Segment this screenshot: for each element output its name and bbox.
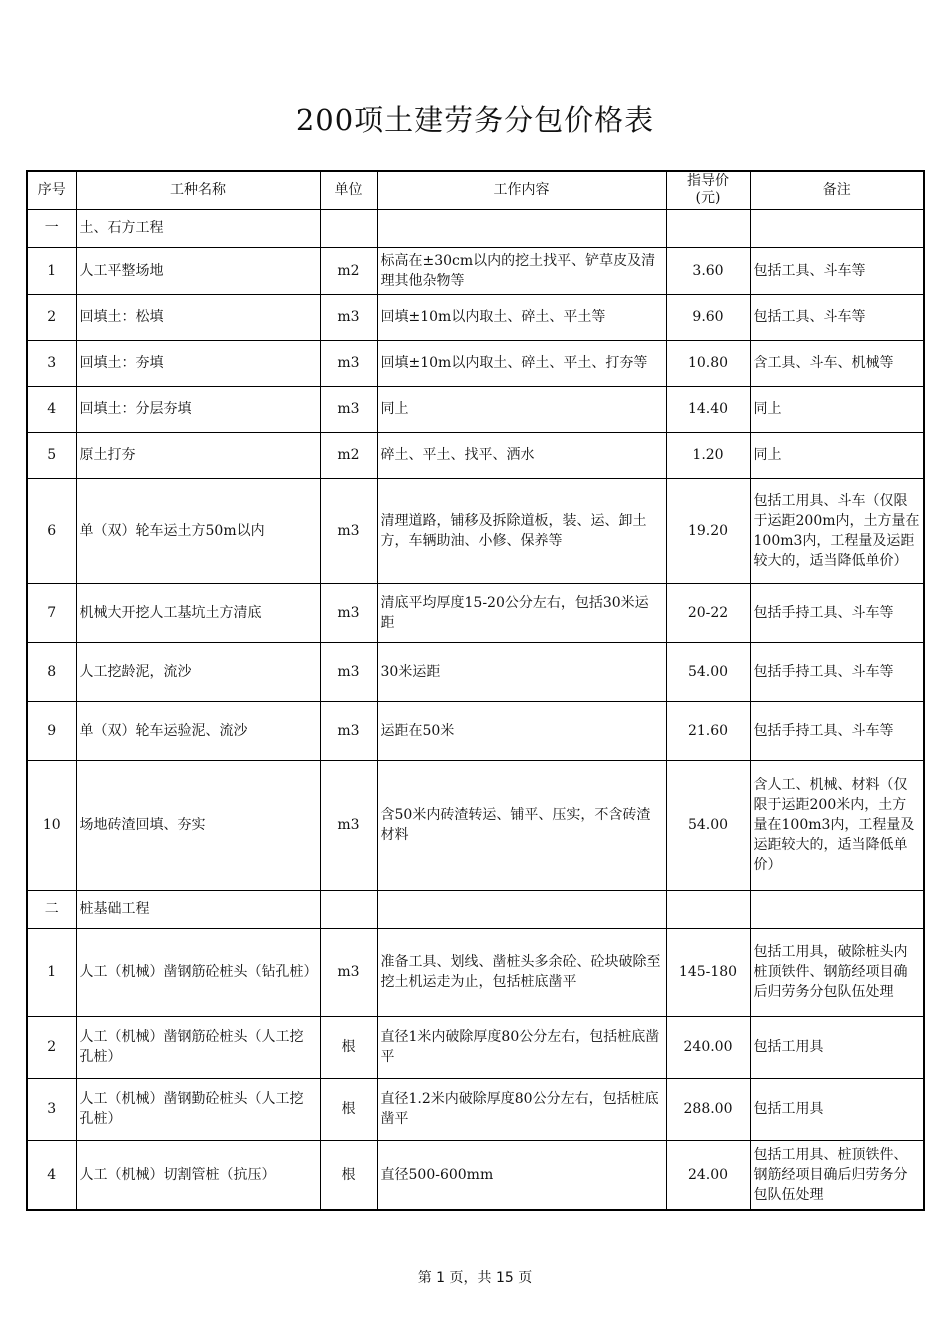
row-unit: m3 xyxy=(320,386,377,432)
row-content: 准备工具、划线、凿桩头多余砼、砼块破除至挖土机运走为止，包括桩底凿平 xyxy=(377,928,666,1016)
table-row xyxy=(27,386,924,432)
row-price: 21.60 xyxy=(666,701,750,760)
row-no: 7 xyxy=(27,583,76,642)
row-content: 含50米内砖渣转运、铺平、压实，不含砖渣材料 xyxy=(377,760,666,890)
row-price: 20-22 xyxy=(666,583,750,642)
row-unit: m2 xyxy=(320,247,377,294)
row-name: 人工（机械）凿钢筋砼桩头（钻孔桩） xyxy=(76,928,320,1016)
page-footer: 第 1 页，共 15 页 xyxy=(417,1270,533,1286)
row-note: 包括手持工具、斗车等 xyxy=(750,642,924,701)
section-row xyxy=(27,209,924,247)
row-name: 原土打夯 xyxy=(76,432,320,478)
row-unit: 根 xyxy=(320,1140,377,1210)
table-row xyxy=(27,760,924,890)
header-row xyxy=(27,171,924,209)
table-row xyxy=(27,247,924,294)
section-name: 桩基础工程 xyxy=(76,890,320,928)
row-no: 2 xyxy=(27,1016,76,1078)
header-no: 序号 xyxy=(27,171,76,209)
section-no: 一 xyxy=(27,209,76,247)
row-no: 4 xyxy=(27,386,76,432)
row-content: 直径500-600mm xyxy=(377,1140,666,1210)
row-note: 含工具、斗车、机械等 xyxy=(750,340,924,386)
row-no: 8 xyxy=(27,642,76,701)
row-no: 10 xyxy=(27,760,76,890)
row-content: 清底平均厚度15-20公分左右，包括30米运距 xyxy=(377,583,666,642)
row-price: 54.00 xyxy=(666,642,750,701)
row-name: 单（双）轮车运验泥、流沙 xyxy=(76,701,320,760)
row-note: 含人工、机械、材料（仅限于运距200米内，土方量在100m3内，工程量及运距较大的，适当降低单价） xyxy=(750,760,924,890)
row-unit: m3 xyxy=(320,294,377,340)
header-price: 指导价 (元) xyxy=(666,171,750,209)
table-row xyxy=(27,1078,924,1140)
header-note: 备注 xyxy=(750,171,924,209)
row-unit: m3 xyxy=(320,340,377,386)
row-price: 145-180 xyxy=(666,928,750,1016)
section-empty-cell xyxy=(750,209,924,247)
row-unit: m3 xyxy=(320,760,377,890)
section-empty-cell xyxy=(320,890,377,928)
page-title: 200项土建劳务分包价格表 xyxy=(295,103,655,137)
row-unit: m3 xyxy=(320,701,377,760)
row-note: 同上 xyxy=(750,432,924,478)
row-price: 288.00 xyxy=(666,1078,750,1140)
row-price: 10.80 xyxy=(666,340,750,386)
row-name: 场地砖渣回填、夯实 xyxy=(76,760,320,890)
row-note: 包括工用具 xyxy=(750,1078,924,1140)
row-no: 3 xyxy=(27,340,76,386)
row-unit: m3 xyxy=(320,642,377,701)
row-content: 标高在±30cm以内的挖土找平、铲草皮及清理其他杂物等 xyxy=(377,247,666,294)
row-no: 5 xyxy=(27,432,76,478)
row-unit: m2 xyxy=(320,432,377,478)
section-empty-cell xyxy=(666,209,750,247)
table-row xyxy=(27,340,924,386)
row-no: 2 xyxy=(27,294,76,340)
section-empty-cell xyxy=(320,209,377,247)
row-no: 9 xyxy=(27,701,76,760)
table-row xyxy=(27,701,924,760)
section-empty-cell xyxy=(377,209,666,247)
row-unit: 根 xyxy=(320,1078,377,1140)
row-unit: 根 xyxy=(320,1016,377,1078)
row-name: 机械大开挖人工基坑土方清底 xyxy=(76,583,320,642)
row-name: 回填土：分层夯填 xyxy=(76,386,320,432)
row-price: 54.00 xyxy=(666,760,750,890)
row-name: 人工（机械）凿钢勤砼桩头（人工挖孔桩） xyxy=(76,1078,320,1140)
row-note: 包括手持工具、斗车等 xyxy=(750,583,924,642)
row-name: 单（双）轮车运土方50m以内 xyxy=(76,478,320,583)
row-content: 回填±10m以内取土、碎土、平土、打夯等 xyxy=(377,340,666,386)
row-price: 1.20 xyxy=(666,432,750,478)
table-row xyxy=(27,642,924,701)
row-price: 240.00 xyxy=(666,1016,750,1078)
table-row xyxy=(27,928,924,1016)
row-content: 30米运距 xyxy=(377,642,666,701)
price-table xyxy=(26,170,925,1211)
header-name: 工种名称 xyxy=(76,171,320,209)
row-content: 同上 xyxy=(377,386,666,432)
section-empty-cell xyxy=(377,890,666,928)
row-content: 直径1米内破除厚度80公分左右，包括桩底凿平 xyxy=(377,1016,666,1078)
row-note: 包括手持工具、斗车等 xyxy=(750,701,924,760)
row-name: 人工（机械）切割管桩（抗压） xyxy=(76,1140,320,1210)
row-no: 3 xyxy=(27,1078,76,1140)
table-row xyxy=(27,583,924,642)
table-row xyxy=(27,1140,924,1210)
section-no: 二 xyxy=(27,890,76,928)
header-unit: 单位 xyxy=(320,171,377,209)
row-content: 运距在50米 xyxy=(377,701,666,760)
section-empty-cell xyxy=(666,890,750,928)
row-no: 1 xyxy=(27,247,76,294)
row-note: 包括工用具，破除桩头内桩顶铁件、钢筋经项目确后归劳务分包队伍处理 xyxy=(750,928,924,1016)
row-note: 包括工用具、桩顶铁件、钢筋经项目确后归劳务分包队伍处理 xyxy=(750,1140,924,1210)
table-row xyxy=(27,478,924,583)
row-note: 包括工具、斗车等 xyxy=(750,247,924,294)
row-unit: m3 xyxy=(320,928,377,1016)
section-row xyxy=(27,890,924,928)
table-row xyxy=(27,432,924,478)
row-unit: m3 xyxy=(320,583,377,642)
row-name: 人工挖龄泥，流沙 xyxy=(76,642,320,701)
row-note: 包括工用具、斗车（仅限于运距200m内，土方量在100m3内，工程量及运距较大的，适当降低单价） xyxy=(750,478,924,583)
table-row xyxy=(27,294,924,340)
row-unit: m3 xyxy=(320,478,377,583)
section-name: 土、石方工程 xyxy=(76,209,320,247)
row-name: 人工平整场地 xyxy=(76,247,320,294)
row-note: 包括工具、斗车等 xyxy=(750,294,924,340)
row-no: 1 xyxy=(27,928,76,1016)
section-empty-cell xyxy=(750,890,924,928)
row-note: 同上 xyxy=(750,386,924,432)
row-name: 回填土：夯填 xyxy=(76,340,320,386)
row-content: 碎土、平土、找平、洒水 xyxy=(377,432,666,478)
row-no: 6 xyxy=(27,478,76,583)
row-content: 直径1.2米内破除厚度80公分左右，包括桩底凿平 xyxy=(377,1078,666,1140)
row-price: 14.40 xyxy=(666,386,750,432)
row-no: 4 xyxy=(27,1140,76,1210)
row-price: 9.60 xyxy=(666,294,750,340)
row-content: 清理道路，铺移及拆除道板，装、运、卸土方，车辆助油、小修、保养等 xyxy=(377,478,666,583)
header-content: 工作内容 xyxy=(377,171,666,209)
row-content: 回填±10m以内取土、碎土、平土等 xyxy=(377,294,666,340)
row-price: 24.00 xyxy=(666,1140,750,1210)
row-name: 回填土：松填 xyxy=(76,294,320,340)
row-name: 人工（机械）凿钢筋砼桩头（人工挖孔桩） xyxy=(76,1016,320,1078)
row-price: 19.20 xyxy=(666,478,750,583)
row-price: 3.60 xyxy=(666,247,750,294)
row-note: 包括工用具 xyxy=(750,1016,924,1078)
table-row xyxy=(27,1016,924,1078)
